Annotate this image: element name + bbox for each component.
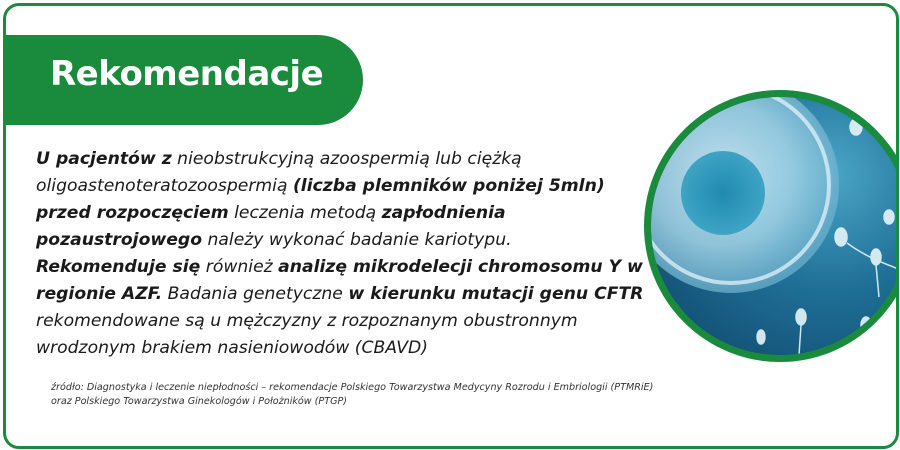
text-bold-4: Rekomenduje się bbox=[36, 257, 201, 277]
recommendation-card bbox=[3, 3, 899, 449]
text-normal-4: również bbox=[200, 257, 279, 277]
text-normal-3: należy wykonać badanie kariotypu. bbox=[202, 230, 512, 250]
text-bold-5: analizę mikrodelecji chromosomu Y w regionie AZF. bbox=[36, 257, 643, 304]
text-normal-1: nieobstrukcyjną azoospermią lub ciężką oligoastenoteratozoospermią bbox=[36, 149, 522, 196]
recommendation-text bbox=[36, 146, 646, 362]
text-normal-2: leczenia metodą bbox=[228, 203, 382, 223]
egg-cell-illustration bbox=[651, 97, 899, 355]
text-normal-6: rekomendowane są u mężczyzny z rozpoznanym obustronnym wrodzonym brakiem nasieniowodów (CBAVD) bbox=[36, 311, 578, 358]
source-line-2: oraz Polskiego Towarzystwa Ginekologów i Położników (PTGP) bbox=[51, 396, 348, 407]
text-bold-3: zapłodnienia pozaustrojowego bbox=[36, 203, 506, 250]
text-normal-5: Badania genetyczne bbox=[162, 284, 349, 304]
page-title: Rekomendacje bbox=[50, 54, 324, 94]
text-bold-6: w kierunku mutacji genu CFTR bbox=[348, 284, 644, 304]
source-note bbox=[51, 381, 691, 409]
title-banner bbox=[3, 35, 363, 125]
text-bold-1: U pacjentów z bbox=[36, 149, 172, 169]
egg-nucleus bbox=[681, 151, 765, 235]
source-line-1: źródło: Diagnostyka i leczenie niepłodności – rekomendacje Polskiego Towarzystwa Medycyny Rozrodu i Embriologii (PTMRiE) bbox=[51, 382, 654, 393]
text-bold-2: (liczba plemników poniżej 5mln) przed rozpoczęciem bbox=[36, 176, 605, 223]
egg-cell-image bbox=[644, 90, 899, 362]
